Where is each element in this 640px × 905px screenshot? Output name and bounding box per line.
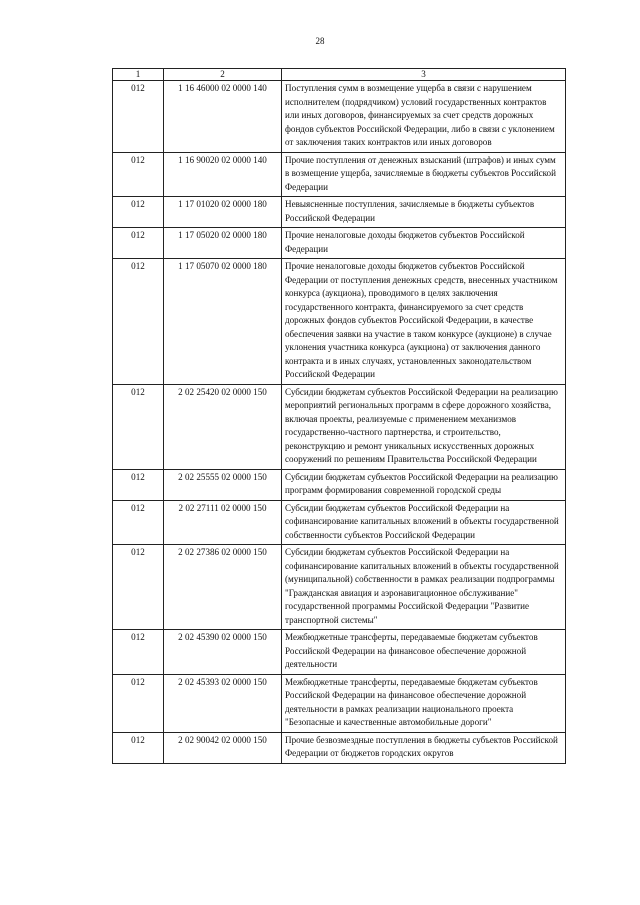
table-row <box>113 384 566 469</box>
admin-code-cell: 012 <box>113 197 164 228</box>
admin-code-cell: 012 <box>113 259 164 385</box>
table-header-row <box>113 69 566 81</box>
description-cell: Прочие поступления от денежных взысканий (штрафов) и иных сумм в возмещение ущерба, зачисляемые в бюджеты субъектов Российской Федерации <box>282 152 566 197</box>
table-row <box>113 674 566 732</box>
description-cell: Поступления сумм в возмещение ущерба в связи с нарушением исполнителем (подрядчиком) условий государственных контрактов или иных договоров, финансируемых за счет средств дорожных фондов субъектов Российской Федерации, либо в связи с уклонением от заключения таких контрактов или иных договоров <box>282 81 566 153</box>
revenue-code-cell: 2 02 45393 02 0000 150 <box>164 674 282 732</box>
column-header-3: 3 <box>282 69 566 81</box>
revenue-codes-table <box>112 68 566 764</box>
table-row <box>113 630 566 675</box>
admin-code-cell: 012 <box>113 674 164 732</box>
table-row <box>113 469 566 500</box>
revenue-code-cell: 1 16 90020 02 0000 140 <box>164 152 282 197</box>
revenue-code-cell: 1 17 05020 02 0000 180 <box>164 228 282 259</box>
revenue-code-cell: 2 02 45390 02 0000 150 <box>164 630 282 675</box>
table-row <box>113 81 566 153</box>
column-header-2: 2 <box>164 69 282 81</box>
admin-code-cell: 012 <box>113 630 164 675</box>
description-cell: Субсидии бюджетам субъектов Российской Федерации на реализацию мероприятий региональных программ в сфере дорожного хозяйства, включая проекты, реализуемые с применением механизмов государственно-частного партнерства, и строительство, реконструкцию и ремонт уникальных искусственных дорожных сооружений по решениям Правительства Российской Федерации <box>282 384 566 469</box>
revenue-code-cell: 2 02 27111 02 0000 150 <box>164 500 282 545</box>
description-cell: Межбюджетные трансферты, передаваемые бюджетам субъектов Российской Федерации на финансовое обеспечение дорожной деятельности в рамках реализации национального проекта "Безопасные и качественные автомобильные дороги" <box>282 674 566 732</box>
description-cell: Субсидии бюджетам субъектов Российской Федерации на реализацию программ формирования современной городской среды <box>282 469 566 500</box>
description-cell: Невыясненные поступления, зачисляемые в бюджеты субъектов Российской Федерации <box>282 197 566 228</box>
table-row <box>113 228 566 259</box>
description-cell: Прочие безвозмездные поступления в бюджеты субъектов Российской Федерации от бюджетов городских округов <box>282 732 566 763</box>
revenue-code-cell: 1 17 01020 02 0000 180 <box>164 197 282 228</box>
revenue-code-cell: 2 02 27386 02 0000 150 <box>164 545 282 630</box>
description-cell: Прочие неналоговые доходы бюджетов субъектов Российской Федерации <box>282 228 566 259</box>
admin-code-cell: 012 <box>113 469 164 500</box>
admin-code-cell: 012 <box>113 384 164 469</box>
description-cell: Субсидии бюджетам субъектов Российской Федерации на софинансирование капитальных вложений в объекты государственной (муниципальной) собственности в рамках реализации подпрограммы "Гражданская авиация и аэронавигационное обслуживание" государственной программы Российской Федерации "Развитие транспортной системы" <box>282 545 566 630</box>
description-cell: Субсидии бюджетам субъектов Российской Федерации на софинансирование капитальных вложений в объекты государственной собственности субъектов Российской Федерации <box>282 500 566 545</box>
revenue-code-cell: 2 02 25420 02 0000 150 <box>164 384 282 469</box>
table-row <box>113 545 566 630</box>
page-number: 28 <box>315 36 325 46</box>
revenue-code-cell: 1 17 05070 02 0000 180 <box>164 259 282 385</box>
table-row <box>113 500 566 545</box>
revenue-code-cell: 2 02 90042 02 0000 150 <box>164 732 282 763</box>
admin-code-cell: 012 <box>113 545 164 630</box>
table-row <box>113 732 566 763</box>
admin-code-cell: 012 <box>113 732 164 763</box>
description-cell: Прочие неналоговые доходы бюджетов субъектов Российской Федерации от поступления денежных средств, внесенных участником конкурса (аукциона), проводимого в целях заключения государственного контракта, финансируемого за счет средств дорожных фондов субъектов Российской Федерации, в качестве обеспечения заявки на участие в таком конкурсе (аукционе) в случае уклонения участника конкурса (аукциона) от заключения данного контракта и в иных случаях, установленных законодательством Российской Федерации <box>282 259 566 385</box>
description-cell: Межбюджетные трансферты, передаваемые бюджетам субъектов Российской Федерации на финансовое обеспечение дорожной деятельности <box>282 630 566 675</box>
admin-code-cell: 012 <box>113 228 164 259</box>
table-row <box>113 197 566 228</box>
admin-code-cell: 012 <box>113 81 164 153</box>
admin-code-cell: 012 <box>113 152 164 197</box>
table-row <box>113 152 566 197</box>
revenue-code-cell: 2 02 25555 02 0000 150 <box>164 469 282 500</box>
admin-code-cell: 012 <box>113 500 164 545</box>
table-row <box>113 259 566 385</box>
revenue-code-cell: 1 16 46000 02 0000 140 <box>164 81 282 153</box>
column-header-1: 1 <box>113 69 164 81</box>
